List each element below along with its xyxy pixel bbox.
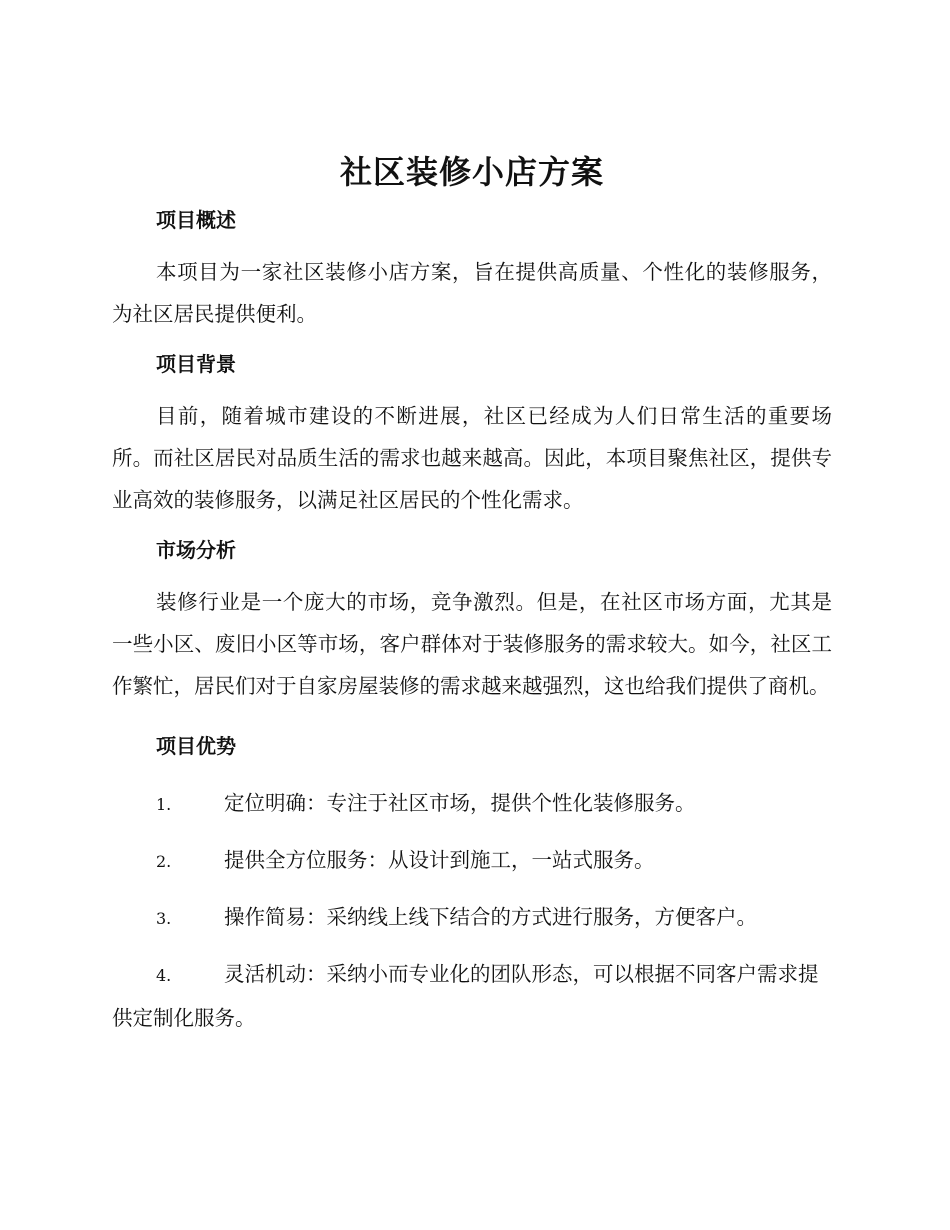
list-number: 3. [156, 909, 172, 928]
background-paragraph: 目前，随着城市建设的不断进展，社区已经成为人们日常生活的重要场所。而社区居民对品质生活的需求也越来越高。因此，本项目聚焦社区，提供专业高效的装修服务，以满足社区居民的个性化需求。 [112, 404, 832, 512]
list-item [112, 953, 832, 1039]
list-number: 4. [156, 966, 172, 985]
section-heading-background: 项目背景 [156, 352, 236, 376]
list-number: 2. [156, 852, 172, 871]
market-paragraph: 装修行业是一个庞大的市场，竞争激烈。但是，在社区市场方面，尤其是一些小区、废旧小区等市场，客户群体对于装修服务的需求较大。如今，社区工作繁忙，居民们对于自家房屋装修的需求越来越强烈，这也给我们提供了商机。 [112, 590, 832, 698]
overview-paragraph: 本项目为一家社区装修小店方案，旨在提供高质量、个性化的装修服务，为社区居民提供便利。 [112, 260, 832, 326]
list-item [112, 896, 832, 940]
list-item [112, 839, 832, 883]
list-item-text: 操作简易：采纳线上线下结合的方式进行服务，方便客户。 [224, 905, 757, 929]
section-heading-advantages: 项目优势 [156, 734, 236, 758]
list-item-text: 提供全方位服务：从设计到施工，一站式服务。 [224, 848, 655, 872]
list-number: 1. [156, 795, 172, 814]
list-item-text: 灵活机动：采纳小而专业化的团队形态，可以根据不同客户需求提供定制化服务。 [112, 962, 819, 1030]
section-heading-market: 市场分析 [156, 538, 236, 562]
section-heading-overview: 项目概述 [156, 208, 236, 232]
list-item-text: 定位明确：专注于社区市场，提供个性化装修服务。 [224, 791, 696, 815]
page-title: 社区装修小店方案 [339, 153, 604, 191]
document-page [112, 150, 832, 1039]
list-item [112, 782, 832, 826]
